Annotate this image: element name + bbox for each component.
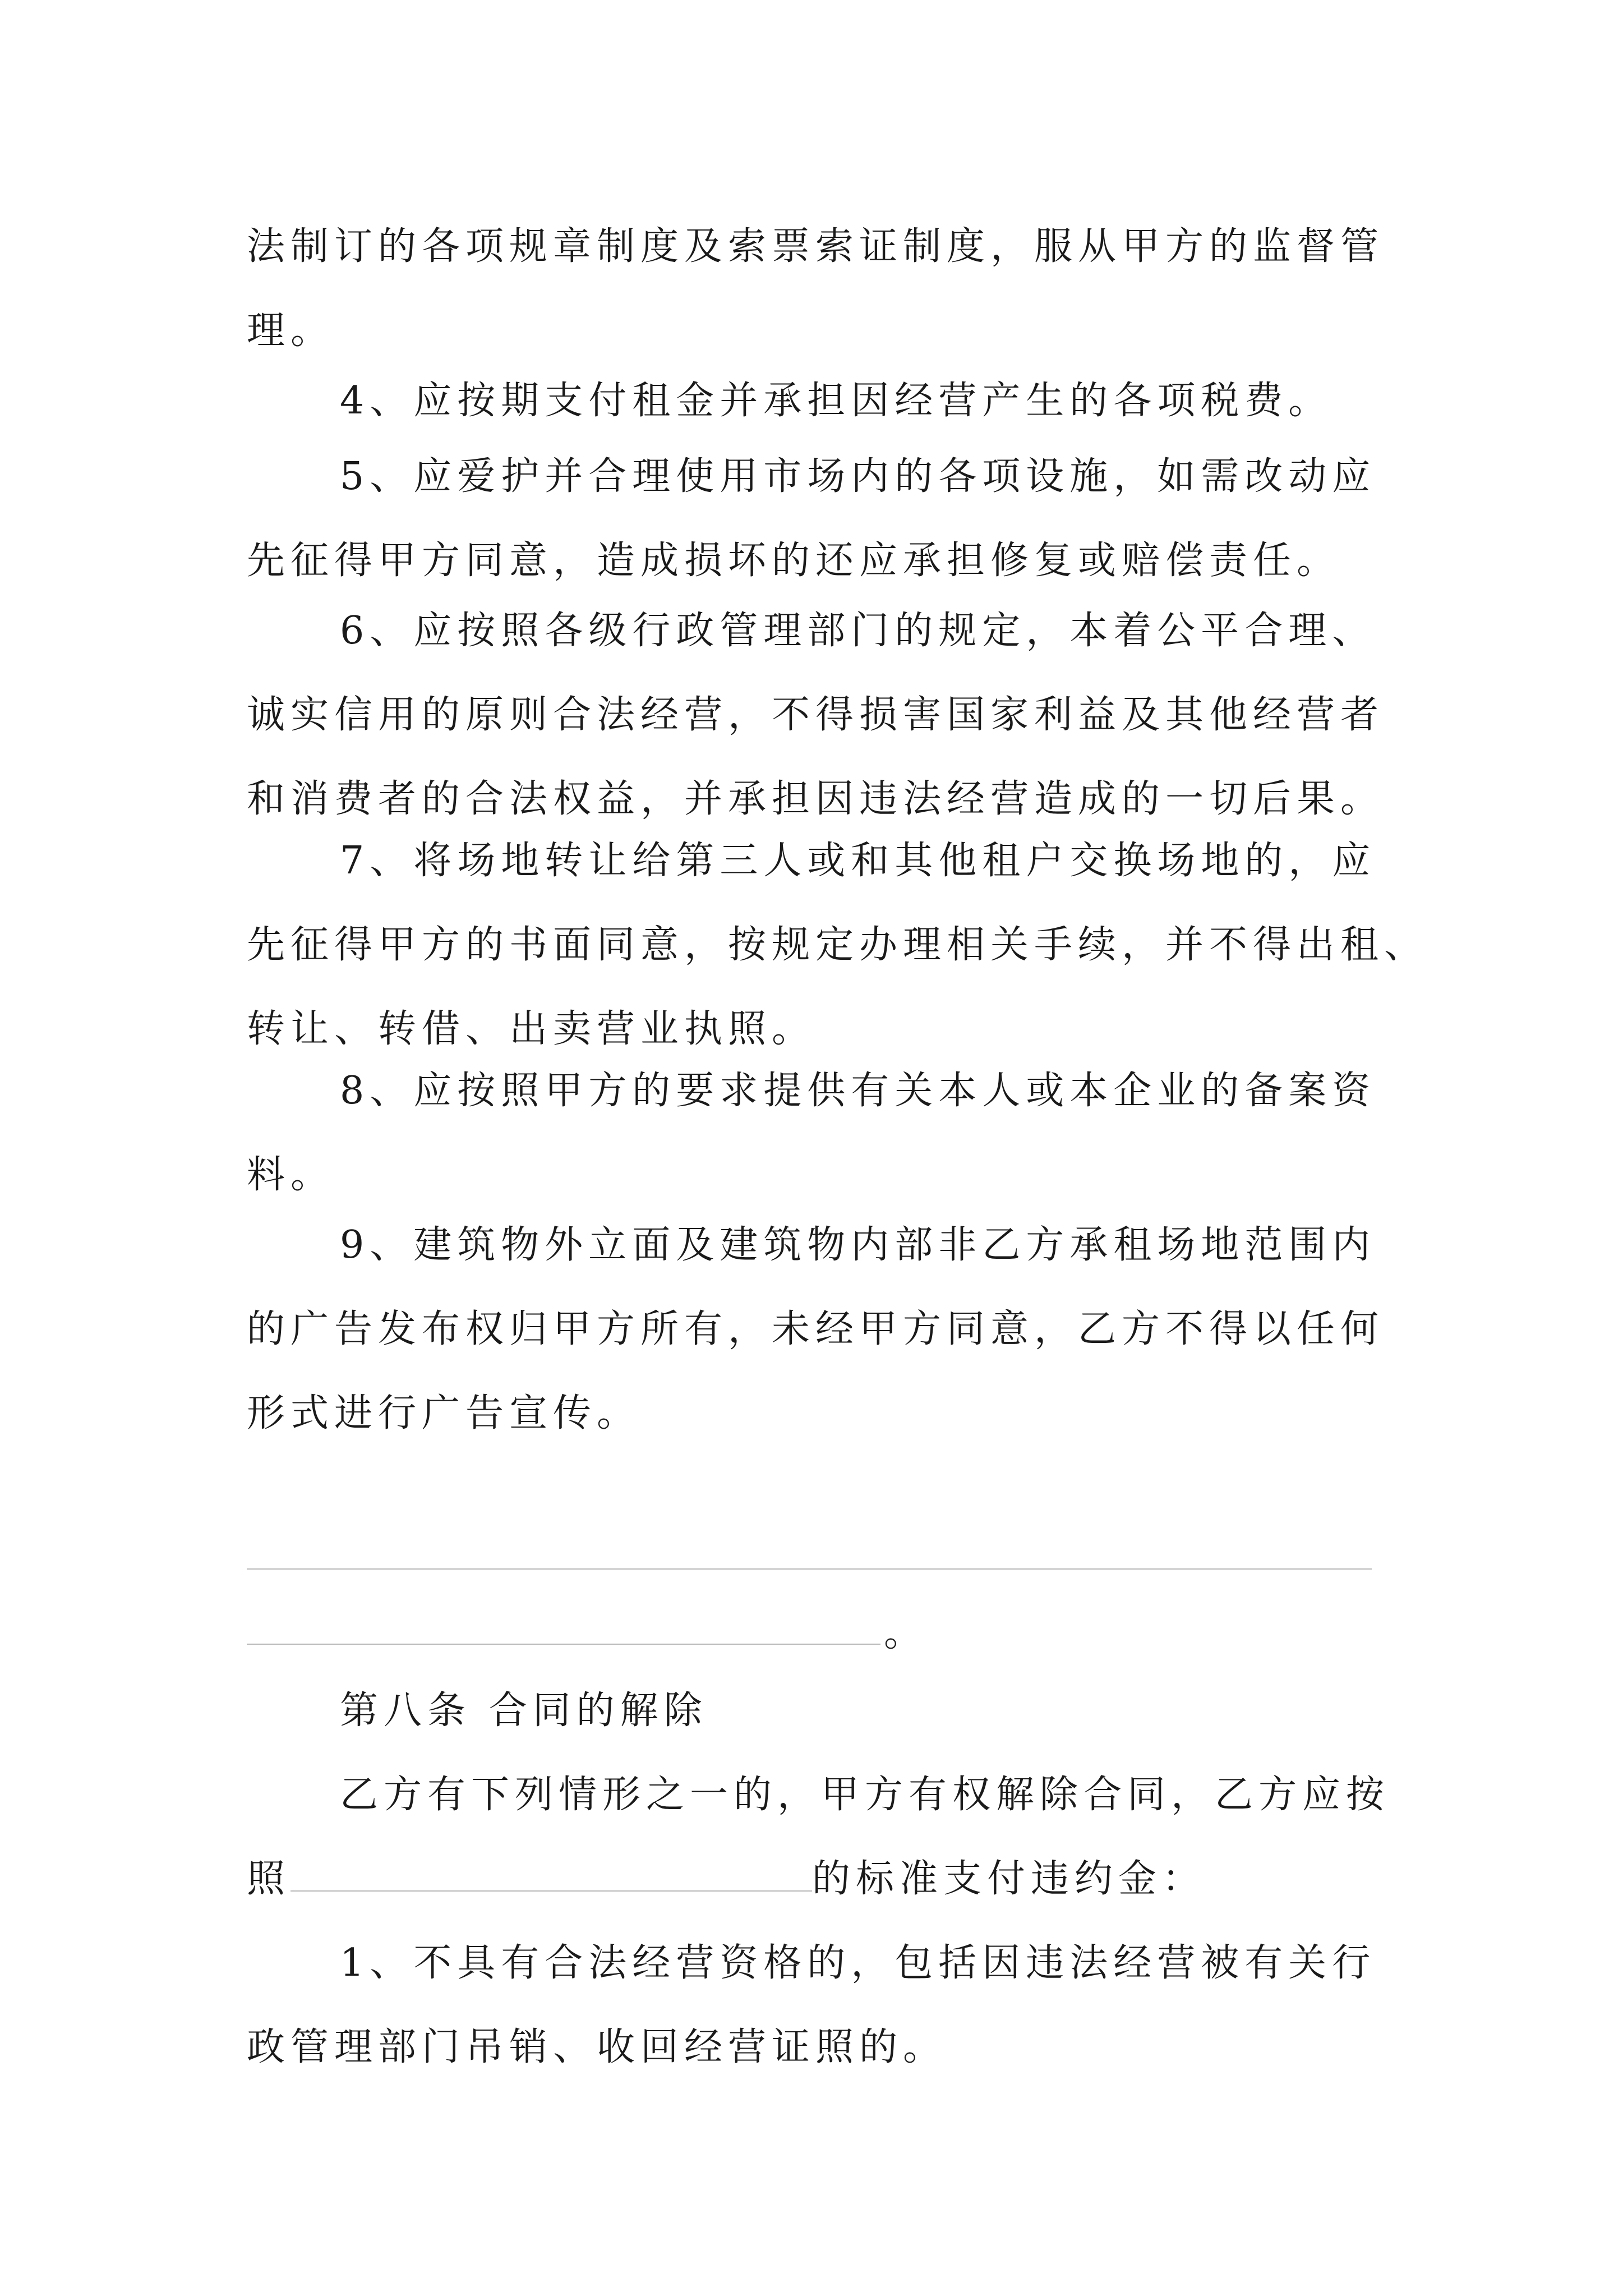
text-line: 诚实信用的原则合法经营，不得损害国家利益及其他经营者 xyxy=(247,693,1385,737)
text-line: 7、将场地转让给第三人或和其他租户交换场地的，应 xyxy=(340,839,1376,883)
text-fragment: 照 xyxy=(247,1857,291,1901)
text-line: 9、建筑物外立面及建筑物内部非乙方承租场地范围内 xyxy=(340,1223,1376,1267)
text-line: 1、不具有合法经营资格的，包括因违法经营被有关行 xyxy=(340,1941,1376,1985)
text-line: 理。 xyxy=(247,309,335,353)
paragraph-item-6 xyxy=(247,589,1391,841)
blank-line xyxy=(247,1568,1372,1570)
text-fragment: 的标准支付违约金： xyxy=(812,1857,1206,1901)
text-line: 乙方有下列情形之一的，甲方有权解除合同，乙方应按 xyxy=(340,1773,1390,1817)
text-line: 8、应按照甲方的要求提供有关本人或本企业的备案资 xyxy=(340,1069,1376,1113)
text-line: 政管理部门吊销、收回经营证照的。 xyxy=(247,2025,947,2069)
paragraph-item-5 xyxy=(247,435,1391,603)
paragraph-item-4 xyxy=(247,359,1391,443)
text-line: 先征得甲方同意，造成损坏的还应承担修复或赔偿责任。 xyxy=(247,539,1341,583)
blank-end-period: 。 xyxy=(884,1611,923,1655)
fill-in-blank xyxy=(291,1858,812,1892)
paragraph-item-8 xyxy=(247,1049,1391,1217)
text-line: 的广告发布权归甲方所有，未经甲方同意，乙方不得以任何 xyxy=(247,1307,1385,1351)
text-line: 6、应按照各级行政管理部门的规定，本着公平合理、 xyxy=(340,609,1376,653)
paragraph-item-9 xyxy=(247,1203,1391,1456)
paragraph-item-3-continued xyxy=(247,205,1391,373)
text-line: 形式进行广告宣传。 xyxy=(247,1391,641,1435)
article-heading: 第八条 合同的解除 xyxy=(340,1688,708,1733)
article-8 xyxy=(247,1669,1391,2090)
text-line: 先征得甲方的书面同意，按规定办理相关手续，并不得出租、 xyxy=(247,923,1428,967)
text-line: 转让、转借、出卖营业执照。 xyxy=(247,1007,816,1051)
paragraph-item-7 xyxy=(247,819,1428,1071)
text-line-with-blank xyxy=(247,1837,1391,1921)
blank-line xyxy=(247,1644,880,1645)
text-line: 5、应爱护并合理使用市场内的各项设施，如需改动应 xyxy=(340,454,1376,499)
text-line: 料。 xyxy=(247,1153,335,1197)
text-line: 和消费者的合法权益，并承担因违法经营造成的一切后果。 xyxy=(247,777,1385,821)
text-line: 4、应按期支付租金并承担因经营产生的各项税费。 xyxy=(340,379,1332,423)
text-line: 法制订的各项规章制度及索票索证制度，服从甲方的监督管 xyxy=(247,224,1385,269)
